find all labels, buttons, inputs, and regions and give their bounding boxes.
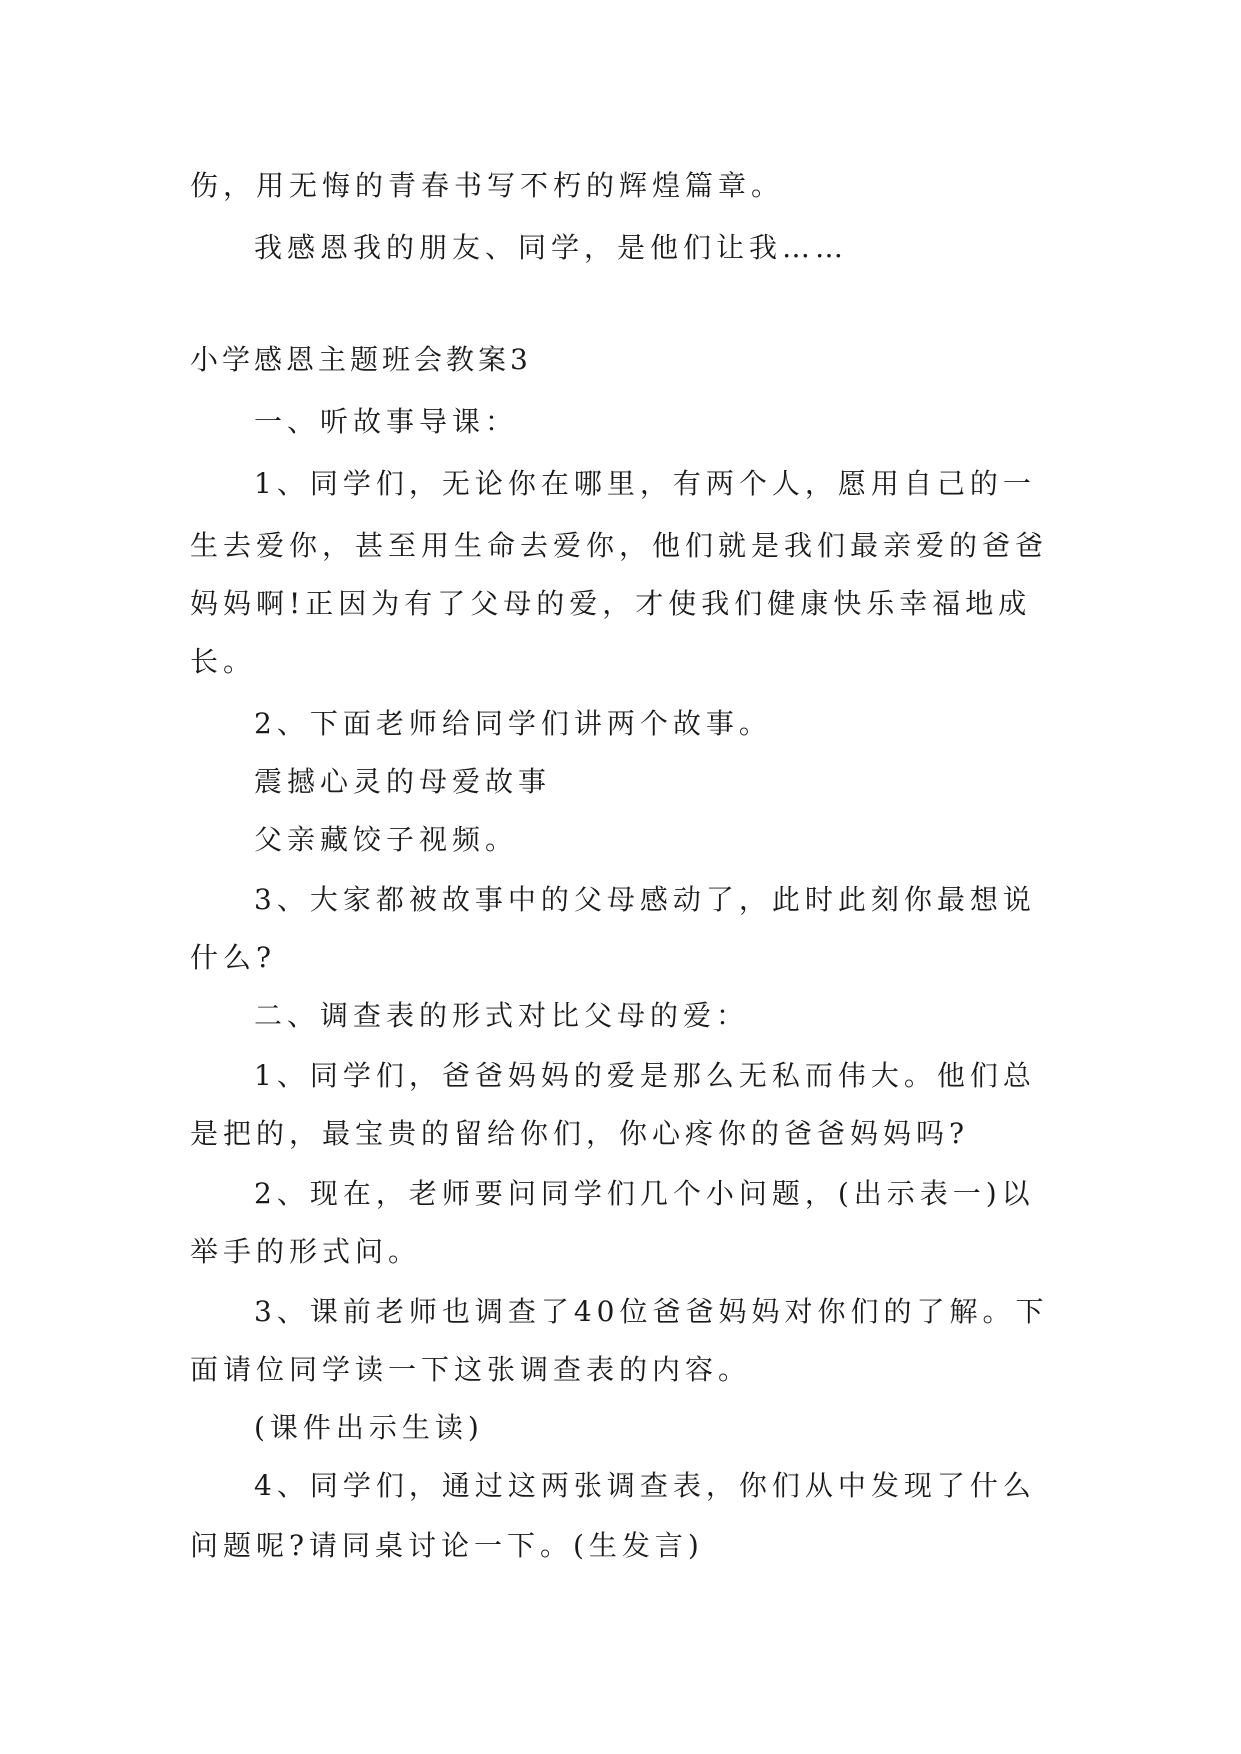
- paragraph-line: (课件出示生读): [254, 1411, 484, 1444]
- paragraph-line: 面请位同学读一下这张调查表的内容。: [190, 1353, 752, 1386]
- paragraph-line: 震撼心灵的母爱故事: [254, 765, 552, 798]
- paragraph-line: 问题呢?请同桌讨论一下。(生发言): [190, 1529, 704, 1562]
- paragraph-line: 什么?: [190, 941, 277, 974]
- paragraph-line: 我感恩我的朋友、同学，是他们让我……: [254, 231, 849, 264]
- paragraph-line: 是把的，最宝贵的留给你们，你心疼你的爸爸妈妈吗?: [190, 1117, 970, 1150]
- paragraph-line: 3、大家都被故事中的父母感动了，此时此刻你最想说: [254, 883, 1036, 916]
- paragraph-line: 伤，用无悔的青春书写不朽的辉煌篇章。: [190, 169, 785, 202]
- paragraph-line: 1、同学们，无论你在哪里，有两个人，愿用自己的一: [254, 467, 1036, 500]
- paragraph-line: 2、现在，老师要问同学们几个小问题，(出示表一)以: [254, 1177, 1035, 1210]
- paragraph-line: 妈妈啊!正因为有了父母的爱，才使我们健康快乐幸福地成: [190, 587, 1032, 620]
- paragraph-line: 生去爱你，甚至用生命去爱你，他们就是我们最亲爱的爸爸: [190, 529, 1049, 562]
- paragraph-line: 1、同学们，爸爸妈妈的爱是那么无私而伟大。他们总: [254, 1059, 1036, 1092]
- paragraph-line: 父亲藏饺子视频。: [254, 823, 519, 856]
- section-heading: 小学感恩主题班会教案3: [190, 343, 532, 376]
- subsection-heading: 一、听故事导课：: [254, 405, 519, 438]
- paragraph-line: 3、课前老师也调查了40位爸爸妈妈对你们的了解。下: [254, 1295, 1049, 1328]
- paragraph-line: 举手的形式问。: [190, 1235, 422, 1268]
- paragraph-line: 4、同学们，通过这两张调查表，你们从中发现了什么: [254, 1469, 1036, 1502]
- paragraph-line: 长。: [190, 645, 257, 678]
- subsection-heading: 二、调查表的形式对比父母的爱：: [254, 999, 750, 1032]
- paragraph-line: 2、下面老师给同学们讲两个故事。: [254, 707, 772, 740]
